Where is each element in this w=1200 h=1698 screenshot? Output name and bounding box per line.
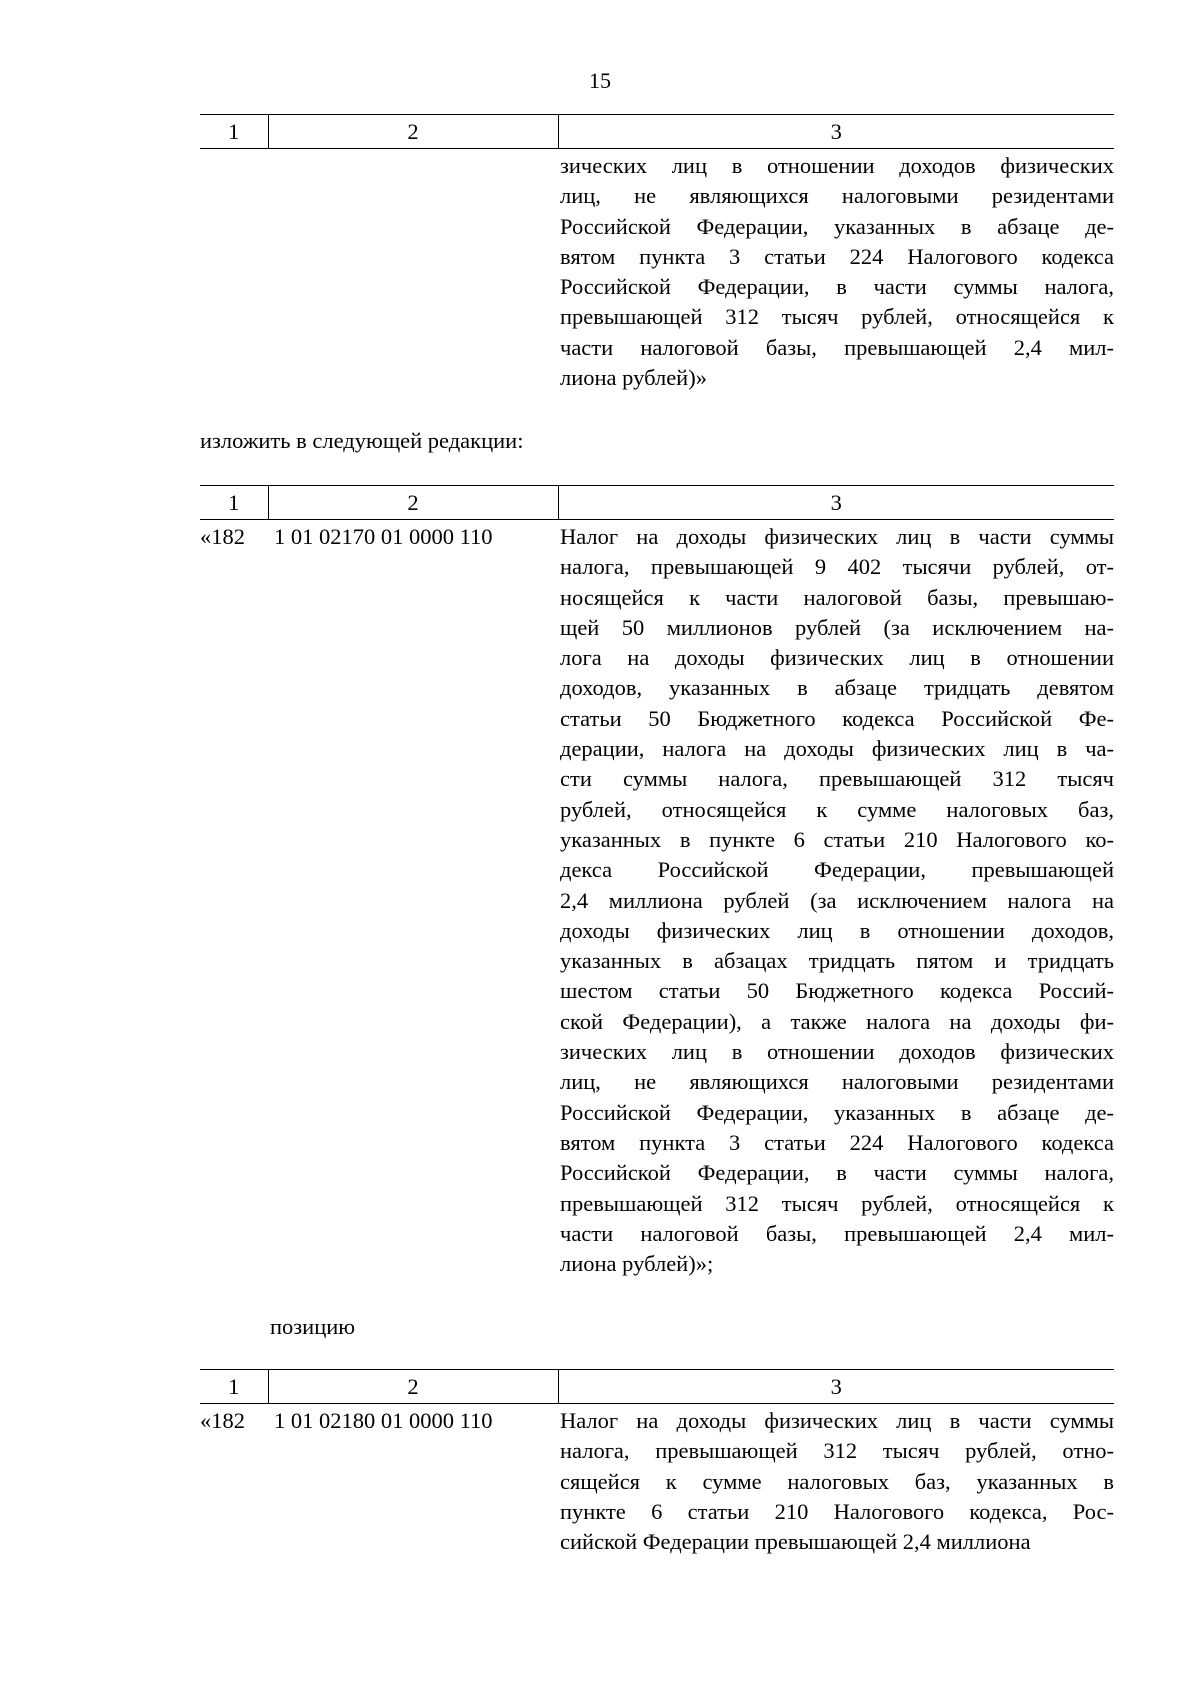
table-header-row (200, 486, 1114, 520)
text-line: превышающей 312 тысяч рублей, относящейся к (560, 304, 1114, 330)
column-header-1: 1 (200, 486, 268, 520)
text-line: лиц, не являющихся налоговыми резидентами (560, 1069, 1114, 1095)
row-code-prefix (200, 149, 268, 394)
row-description (558, 149, 1114, 394)
row-code-prefix: «182 (200, 1408, 245, 1433)
column-header-3: 3 (558, 115, 1114, 149)
text-line: Российской Федерации, в части суммы налога, (560, 1160, 1114, 1186)
text-line: доходов, указанных в абзаце тридцать девятом (560, 675, 1114, 701)
text-line: части налоговой базы, превышающей 2,4 мил- (560, 1220, 1114, 1246)
text-line: лиона рублей)»; (560, 1251, 714, 1277)
text-line: сящейся к сумме налоговых баз, указанных в (560, 1468, 1114, 1494)
text-line: налога, превышающей 312 тысяч рублей, отно- (560, 1438, 1114, 1464)
row-classifier-code: 1 01 02180 01 0000 110 (274, 1408, 493, 1433)
text-line: превышающей 312 тысяч рублей, относящейся к (560, 1190, 1114, 1216)
column-header-3: 3 (558, 486, 1114, 520)
position-paragraph: позицию (270, 1314, 356, 1339)
row-code-prefix: «182 (200, 524, 245, 549)
text-line: указанных в абзацах тридцать пятом и тридцать (560, 948, 1114, 974)
text-line: пункте 6 статьи 210 Налогового кодекса, Рос- (560, 1498, 1114, 1524)
text-line: статьи 50 Бюджетного кодекса Российской Фе- (560, 705, 1114, 731)
table-header-row (200, 1370, 1114, 1404)
text-line: декса Российской Федерации, превышающей (560, 857, 1114, 883)
text-line: шестом статьи 50 Бюджетного кодекса Россий- (560, 978, 1114, 1004)
table-row (200, 1404, 1114, 1558)
column-header-3: 3 (558, 1370, 1114, 1404)
column-header-2: 2 (268, 1370, 558, 1404)
text-line: носящейся к части налоговой базы, превышаю- (560, 584, 1114, 610)
text-line: вятом пункта 3 статьи 224 Налогового кодекса (560, 243, 1114, 269)
text-line: Российской Федерации, указанных в абзаце де- (560, 213, 1114, 239)
text-line: Российской Федерации, в части суммы налога, (560, 274, 1114, 300)
text-line: дерации, налога на доходы физических лиц в ча- (560, 736, 1114, 762)
table-row (200, 149, 1114, 394)
text-line: указанных в пункте 6 статьи 210 Налогового ко- (560, 826, 1114, 852)
text-line: доходы физических лиц в отношении доходов, (560, 917, 1114, 943)
instruction-paragraph: изложить в следующей редакции: (200, 428, 524, 453)
row-description (558, 520, 1114, 1280)
text-line: налога, превышающей 9 402 тысячи рублей, от- (560, 554, 1114, 580)
codes-table-position (200, 1369, 1114, 1557)
table-row (200, 520, 1114, 1280)
codes-table-continuation (200, 114, 1114, 393)
text-line: зических лиц в отношении доходов физических (560, 1039, 1114, 1065)
row-classifier-code (268, 149, 558, 394)
text-line: Налог на доходы физических лиц в части суммы (560, 524, 1114, 549)
codes-table-new-wording (200, 485, 1114, 1279)
text-line: сийской Федерации превышающей 2,4 миллиона (560, 1529, 1031, 1555)
text-line: рублей, относящейся к сумме налоговых баз, (560, 796, 1114, 822)
column-header-2: 2 (268, 486, 558, 520)
page-number: 15 (589, 68, 611, 93)
text-line: лиц, не являющихся налоговыми резидентами (560, 183, 1114, 209)
text-line: зических лиц в отношении доходов физических (560, 153, 1114, 178)
row-classifier-code: 1 01 02170 01 0000 110 (274, 524, 493, 549)
text-line: щей 50 миллионов рублей (за исключением на- (560, 614, 1114, 640)
column-header-2: 2 (268, 115, 558, 149)
text-line: лиона рублей)» (560, 365, 707, 391)
column-header-1: 1 (200, 1370, 268, 1404)
text-line: сти суммы налога, превышающей 312 тысяч (560, 766, 1114, 792)
column-header-1: 1 (200, 115, 268, 149)
text-line: части налоговой базы, превышающей 2,4 мил- (560, 334, 1114, 360)
text-line: лога на доходы физических лиц в отношении (560, 645, 1114, 671)
text-line: Российской Федерации, указанных в абзаце де- (560, 1099, 1114, 1125)
table-header-row (200, 115, 1114, 149)
text-line: 2,4 миллиона рублей (за исключением налога на (560, 887, 1114, 913)
text-line: вятом пункта 3 статьи 224 Налогового кодекса (560, 1129, 1114, 1155)
row-description (558, 1404, 1114, 1558)
text-line: ской Федерации), а также налога на доходы фи- (560, 1008, 1114, 1034)
text-line: Налог на доходы физических лиц в части суммы (560, 1408, 1114, 1433)
